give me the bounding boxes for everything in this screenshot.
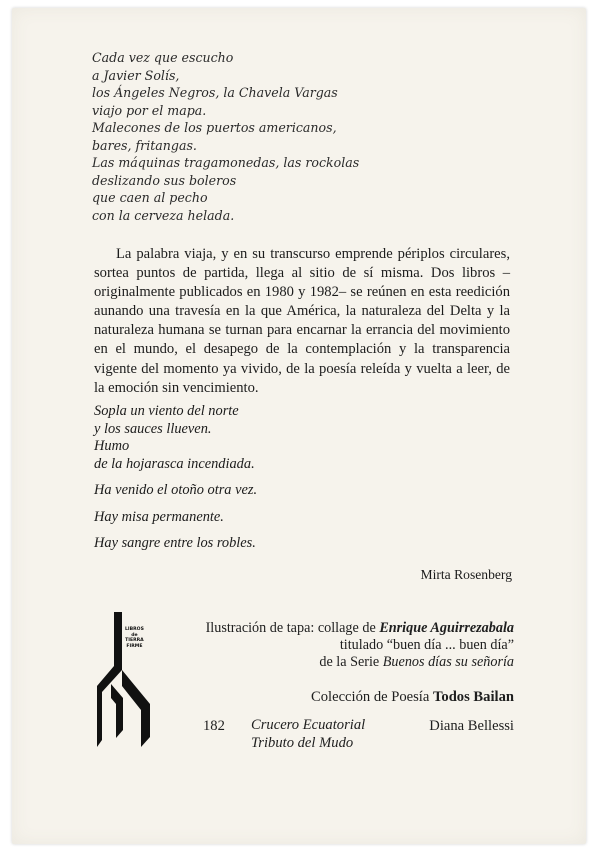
artwork-title: titulado “buen día ... buen día” xyxy=(339,637,514,653)
artist-name: Enrique Aguirrezabala xyxy=(379,620,514,636)
poem-line: con la cerveza helada. xyxy=(92,207,235,223)
collection-number: 182 xyxy=(203,718,225,734)
publisher-logo-text: LIBROS de TIERRA FIRME xyxy=(125,627,144,649)
review-text: La palabra viaja, y en su transcurso emprende périplos circulares, sortea puntos de partida, llega al sitio de sí misma. Dos libros –originalmente publicados en 1980 y 1982– se reúnen en esta reedición aunando una travesía en la que América, la naturaleza del Delta y la naturaleza humana se turnan para encarnar la errancia del movimiento en el mundo, el desapego de la contemplación y la transparencia vigente del momento ya vivido, de la poesía releída y vuelta a leer, de la emoción sin vencimiento. xyxy=(94,246,510,396)
poem-line: de la hojarasca incendiada. xyxy=(94,455,255,472)
poem-excerpt-bottom xyxy=(94,403,257,553)
poem-line: Ha venido el otoño otra vez. xyxy=(94,482,258,498)
poem-line: deslizando sus boleros xyxy=(92,172,237,188)
poem-line: bares, fritangas. xyxy=(92,137,197,153)
poem-line: los Ángeles Negros, la Chavela Vargas xyxy=(92,85,338,100)
poem-line: Cada vez que escucho xyxy=(92,50,234,65)
poem-line: Humo xyxy=(94,438,130,454)
poem-line: que caen al pecho xyxy=(92,190,208,205)
book-title: Tributo del Mudo xyxy=(251,734,354,751)
poem-line: Malecones de los puertos americanos, xyxy=(92,120,337,135)
artwork-series: de la Serie Buenos días su señoría xyxy=(319,654,514,670)
poem-excerpt-top xyxy=(92,49,359,224)
poem-line: a Javier Solís, xyxy=(92,67,180,83)
cover-illustration-credit: Ilustración de tapa: collage de Enrique Aguirrezabala xyxy=(205,620,514,636)
collection-name: Colección de Poesía Todos Bailan xyxy=(311,689,514,705)
poem-line: Las máquinas tragamonedas, las rockolas xyxy=(92,155,360,170)
author-name: Diana Bellessi xyxy=(429,718,514,734)
poem-line: viajo por el mapa. xyxy=(92,102,207,118)
book-titles xyxy=(251,717,365,752)
review-signature: Mirta Rosenberg xyxy=(420,567,512,582)
poem-line: Sopla un viento del norte xyxy=(94,403,239,419)
poem-line: y los sauces llueven. xyxy=(94,420,212,437)
poem-line: Hay misa permanente. xyxy=(94,508,224,525)
poem-line: Hay sangre entre los robles. xyxy=(94,535,256,551)
book-title: Crucero Ecuatorial xyxy=(251,717,366,733)
review-paragraph xyxy=(94,245,510,398)
